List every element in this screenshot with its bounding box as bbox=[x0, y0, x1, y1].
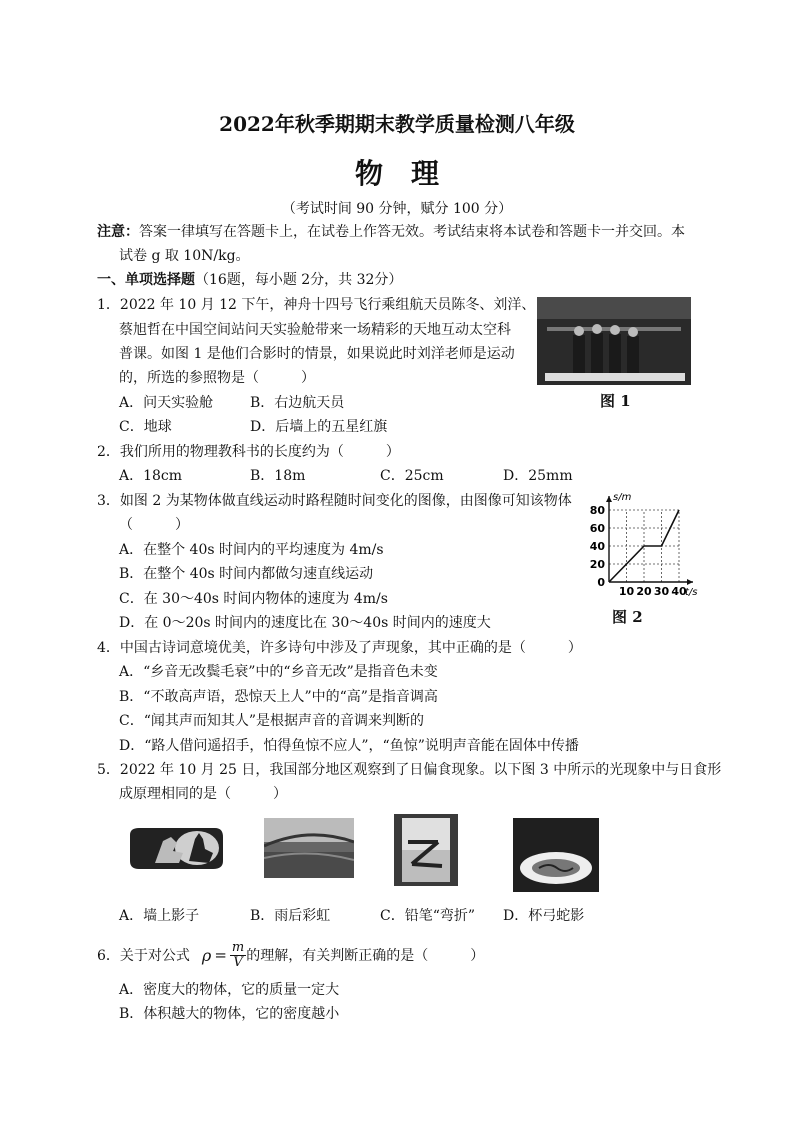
q5-option-a: A．墙上影子 bbox=[119, 908, 200, 924]
q3-stem: 3．如图 2 为某物体做直线运动时路程随时间变化的图像，由图像可知该物体 bbox=[97, 493, 572, 509]
q1-line-3: 普课。如图 1 是他们合影时的情景，如果说此时刘洋老师是运动 bbox=[119, 346, 515, 362]
q3-option-a: A．在整个 40s 时间内的平均速度为 4m/s bbox=[119, 542, 384, 558]
y-tick-label-2: 60 bbox=[589, 522, 605, 535]
y-tick-label-3: 80 bbox=[589, 504, 605, 517]
q4-option-b: B．“不敢高声语，恐惊天上人”中的“高”是指音调高 bbox=[119, 689, 438, 705]
q3-stem-2: （ ） bbox=[119, 517, 189, 533]
formula-denominator: V bbox=[233, 954, 243, 970]
x-tick-label-3: 40 bbox=[671, 585, 687, 598]
figure-1-photo bbox=[537, 297, 691, 385]
origin-label: 0 bbox=[597, 576, 605, 589]
q4-option-a: A．“乡音无改鬓毛衰”中的“乡音无改”是指音色未变 bbox=[119, 664, 438, 680]
q3-option-b: B．在整个 40s 时间内都做匀速直线运动 bbox=[119, 566, 374, 582]
formula-equals: = bbox=[214, 946, 227, 964]
q4-option-d: D．“路人借问遥招手，怕得鱼惊不应人”，“鱼惊”说明声音能在固体中传播 bbox=[119, 738, 579, 754]
notice-label: 注意： bbox=[97, 224, 139, 240]
rainbow-picture bbox=[264, 818, 354, 878]
formula-fraction bbox=[230, 941, 246, 970]
q1-line-4: 的，所选的参照物是（ ） bbox=[119, 370, 315, 386]
y-tick-label-1: 40 bbox=[589, 540, 605, 553]
section-title: 一、单项选择题 bbox=[97, 272, 195, 288]
q2-option-c: C．25cm bbox=[380, 468, 444, 484]
x-axis-label: t/s bbox=[685, 587, 698, 598]
notice-text-1: 答案一律填写在答题卡上，在试卷上作答无效。考试结束将本试卷和答题卡一并交回。本 bbox=[139, 224, 685, 240]
q5-option-b: B．雨后彩虹 bbox=[250, 908, 331, 924]
q5-line-1: 5．2022 年 10 月 25 日，我国部分地区观察到了日偏食现象。以下图 3 中所示的光现象中与日食形 bbox=[97, 762, 722, 778]
figure-1-label: 图 1 bbox=[600, 392, 631, 410]
q4-stem: 4．中国古诗词意境优美，许多诗句中涉及了声现象，其中正确的是（ ） bbox=[97, 640, 582, 656]
q1-line-2: 蔡旭哲在中国空间站问天实验舱带来一场精彩的天地互动太空科 bbox=[119, 322, 511, 338]
q1-option-a: A．问天实验舱 bbox=[119, 395, 214, 411]
x-tick-label-1: 20 bbox=[636, 585, 652, 598]
q2-stem: 2．我们所用的物理教科书的长度约为（ ） bbox=[97, 444, 400, 460]
q1-option-b: B．右边航天员 bbox=[250, 395, 345, 411]
q1-line-1: 1．2022 年 10 月 12 下午，神舟十四号飞行乘组航天员陈冬、刘洋、 bbox=[97, 297, 536, 313]
bow-snake-picture bbox=[513, 818, 599, 892]
exam-info: （考试时间 90 分钟，赋分 100 分） bbox=[281, 201, 513, 217]
section-info: （16题，每小题 2分，共 32分） bbox=[195, 272, 403, 288]
formula-numerator: m bbox=[231, 939, 245, 955]
q1-option-c: C．地球 bbox=[119, 419, 172, 435]
q6-suffix: 的理解，有关判断正确的是（ ） bbox=[246, 948, 485, 964]
q5-line-2: 成原理相同的是（ ） bbox=[119, 786, 287, 802]
y-axis-arrow bbox=[606, 496, 612, 502]
q3-option-d: D．在 0～20s 时间内的速度比在 30～40s 时间内的速度大 bbox=[119, 615, 491, 631]
figure-2-label: 图 2 bbox=[612, 608, 643, 626]
x-tick-label-0: 10 bbox=[618, 585, 635, 598]
q2-option-a: A．18cm bbox=[119, 468, 183, 484]
x-tick-label-2: 30 bbox=[653, 585, 670, 598]
y-tick-label-0: 20 bbox=[589, 558, 605, 571]
shadow-picture bbox=[125, 823, 225, 873]
notice-line-1 bbox=[97, 222, 685, 242]
q6-stem bbox=[97, 938, 484, 972]
q2-option-d: D．25mm bbox=[503, 468, 573, 484]
q6-option-b: B．体积越大的物体，它的密度越小 bbox=[119, 1006, 340, 1022]
formula-rho: ρ bbox=[201, 945, 212, 965]
notice-line-2: 试卷 g 取 10N/kg。 bbox=[119, 248, 250, 264]
section-heading bbox=[97, 270, 402, 290]
figure-2-chart bbox=[585, 490, 710, 605]
q5-option-d: D．杯弓蛇影 bbox=[503, 908, 585, 924]
q6-prefix: 6．关于对公式 bbox=[97, 948, 190, 964]
y-axis-label: s/m bbox=[613, 492, 632, 503]
q6-option-a: A．密度大的物体，它的质量一定大 bbox=[119, 982, 340, 998]
bent-pencil-picture bbox=[394, 814, 458, 886]
q5-option-c: C．铅笔“弯折” bbox=[380, 908, 476, 924]
exam-title: 2022年秋季期期末教学质量检测八年级 bbox=[219, 112, 575, 136]
q2-option-b: B．18m bbox=[250, 468, 306, 484]
q3-option-c: C．在 30～40s 时间内物体的速度为 4m/s bbox=[119, 591, 388, 607]
subject-title: 物 理 bbox=[354, 157, 439, 190]
q1-option-d: D．后墙上的五星红旗 bbox=[250, 419, 388, 435]
q4-option-c: C．“闻其声而知其人”是根据声音的音调来判断的 bbox=[119, 713, 425, 729]
x-axis-arrow bbox=[687, 579, 693, 585]
